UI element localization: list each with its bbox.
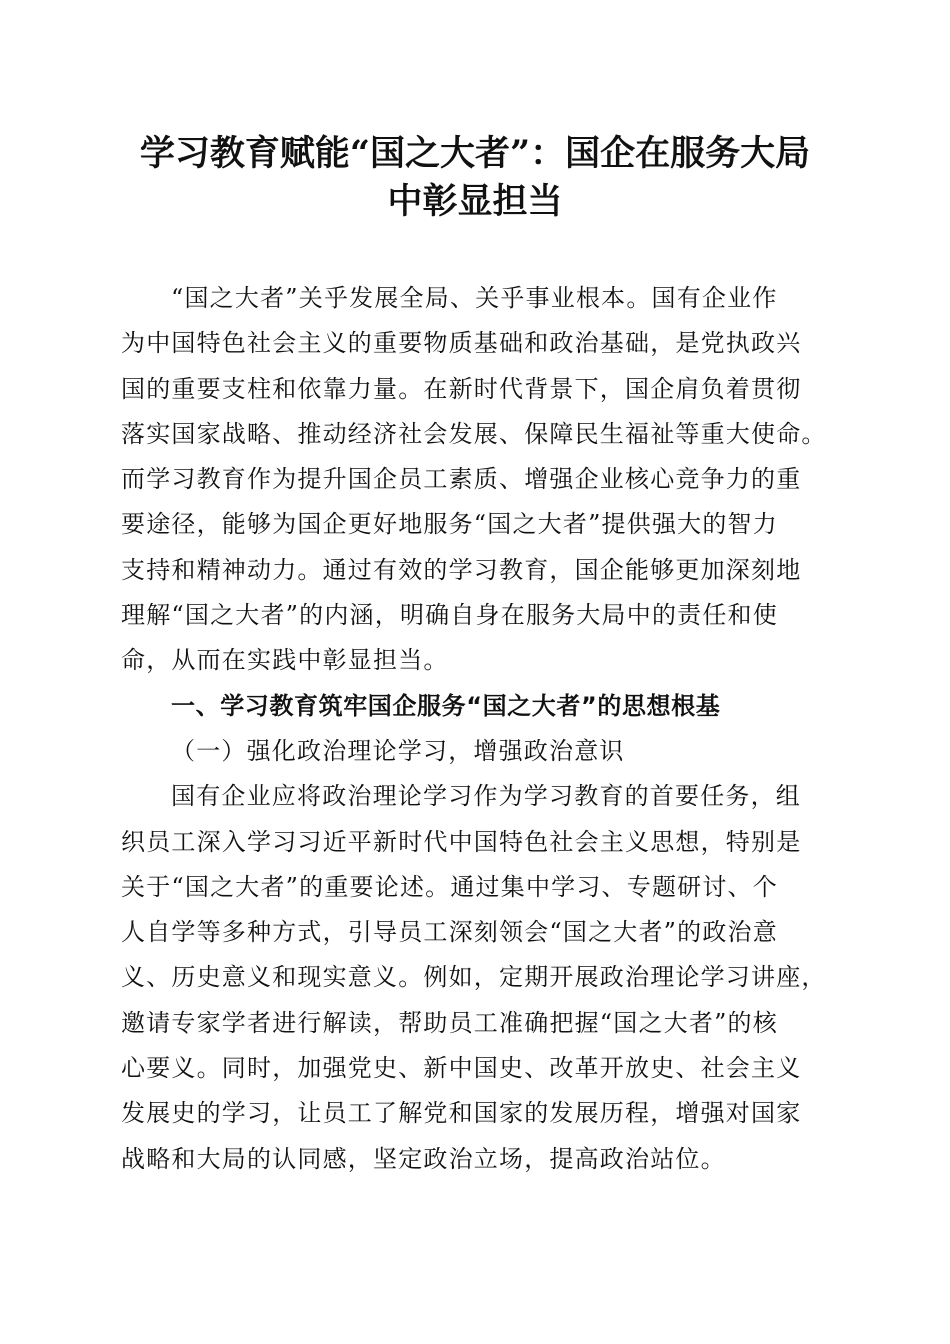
paragraph-line: 人自学等多种方式，引导员工深刻领会“国之大者”的政治意 [121, 918, 778, 947]
paragraph-line: “国之大者”关乎发展全局、关乎事业根本。国有企业作 [171, 284, 778, 312]
paragraph-line: 要途径，能够为国企更好地服务“国之大者”提供强大的智力 [121, 510, 778, 539]
paragraph-line: 落实国家战略、推动经济社会发展、保障民生福祉等重大使命。 [121, 419, 827, 448]
title-line-1: 学习教育赋能“国之大者”：国企在服务大局 [139, 133, 811, 174]
subsection-heading-1: （一）强化政治理论学习，增强政治意识 [171, 736, 625, 765]
paragraph-line: 而学习教育作为提升国企员工素质、增强企业核心竞争力的重 [121, 465, 802, 494]
paragraph-line: 支持和精神动力。通过有效的学习教育，国企能够更加深刻地 [121, 555, 802, 584]
paragraph-line: 战略和大局的认同感，坚定政治立场，提高政治站位。 [121, 1144, 726, 1173]
paragraph-line: 国有企业应将政治理论学习作为学习教育的首要任务，组 [171, 782, 801, 811]
document-body [121, 276, 829, 1182]
document-title [100, 130, 850, 226]
title-line-2: 中彰显担当 [387, 181, 563, 222]
paragraph-line: 为中国特色社会主义的重要物质基础和政治基础，是党执政兴 [121, 329, 802, 358]
paragraph-line: 理解“国之大者”的内涵，明确自身在服务大局中的责任和使 [121, 601, 778, 630]
section-heading-1: 一、学习教育筑牢国企服务“国之大者”的思想根基 [171, 691, 721, 720]
paragraph-line: 国的重要支柱和依靠力量。在新时代背景下，国企肩负着贯彻 [121, 374, 802, 403]
section-paragraph [121, 774, 829, 1182]
paragraph-line: 织员工深入学习习近平新时代中国特色社会主义思想，特别是 [121, 827, 802, 856]
paragraph-line: 邀请专家学者进行解读，帮助员工准确把握“国之大者”的核 [121, 1008, 778, 1037]
paragraph-line: 义、历史意义和现实意义。例如，定期开展政治理论学习讲座， [121, 963, 827, 992]
intro-paragraph [121, 276, 829, 684]
paragraph-line: 心要义。同时，加强党史、新中国史、改革开放史、社会主义 [121, 1054, 802, 1083]
paragraph-line: 关于“国之大者”的重要论述。通过集中学习、专题研讨、个 [121, 872, 778, 901]
paragraph-line: 发展史的学习，让员工了解党和国家的发展历程，增强对国家 [121, 1099, 802, 1128]
paragraph-line: 命，从而在实践中彰显担当。 [121, 646, 449, 675]
